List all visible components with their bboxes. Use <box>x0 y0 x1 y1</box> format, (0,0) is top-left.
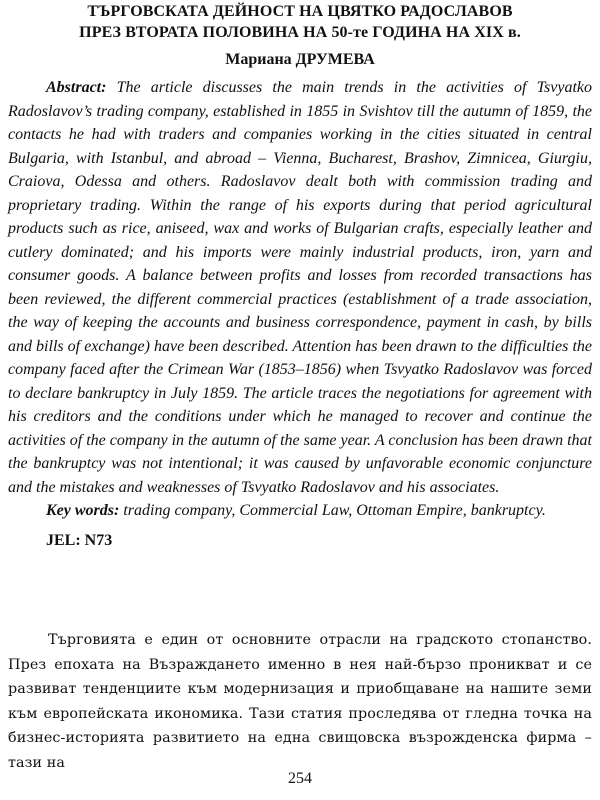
article-title <box>8 0 592 43</box>
body-paragraph: Търговията е един от основните отрасли на градското стопанство. През епохата на Възраждането именно в нея най-бързо проникват и се развиват тенденциите към модернизация и приобщаване на нашите земи към европейската икономика. Тази статия проследява от гледна точка на бизнес-историята развитието на една свищовска възрожденска фирма – тази на <box>8 632 592 771</box>
keywords-label: Key words: <box>46 502 120 519</box>
page-number: 254 <box>288 770 312 787</box>
abstract-paragraph <box>8 76 592 499</box>
keywords-text: trading company, Commercial Law, Ottoman Empire, bankruptcy. <box>119 502 546 519</box>
abstract-label: Abstract: <box>46 79 107 96</box>
abstract-text: The article discusses the main trends in the activities of Tsvyatko Radoslavov’s trading company, established in 1855 in Svishtov till the autumn of 1859, the contacts he had with traders and companies working in the cities situated in central Bulgaria, with Istanbul, and abroad – Vienna, Bucharest, Brashov, Zimnicea, Giurgiu, Craiova, Odessa and others. Radoslavov dealt both with commission trading and proprietary trading. Within the range of his exports during that period agricultural products such as rice, aniseed, wax and works of Bulgarian crafts, especially leather and cutlery dominated; and his imports were mainly industrial products, iron, yarn and consumer goods. A balance between profits and losses from recorded transactions has been reviewed, the different commercial practices (establishment of a trade association, the way of keeping the accounts and business correspondence, payment in cash, by bills and bills of exchange) have been described. Attention has been drawn to the difficulties the company faced after the Crimean War (1853–1856) when Tsvyatko Radoslavov was forced to declare bankruptcy in July 1859. The article traces the negotiations for agreement with his creditors and the conditions under which he managed to recover and continue the activities of the company in the autumn of the same year. A conclusion has been drawn that the bankruptcy was not intentional; it was caused by unfavorable economic conjuncture and the mistakes and weaknesses of Tsvyatko Radoslavov and his associates. <box>8 79 592 496</box>
author-name: Мариана ДРУМЕВА <box>225 51 375 68</box>
keywords-paragraph <box>8 499 592 523</box>
title-line-1: ТЪРГОВСКАТА ДЕЙНОСТ НА ЦВЯТКО РАДОСЛАВОВ <box>87 3 513 20</box>
jel-code: JEL: N73 <box>46 531 113 549</box>
paper-page <box>8 0 592 771</box>
title-line-2: ПРЕЗ ВТОРАТА ПОЛОВИНА НА 50-те ГОДИНА НА XIX в. <box>79 24 521 41</box>
